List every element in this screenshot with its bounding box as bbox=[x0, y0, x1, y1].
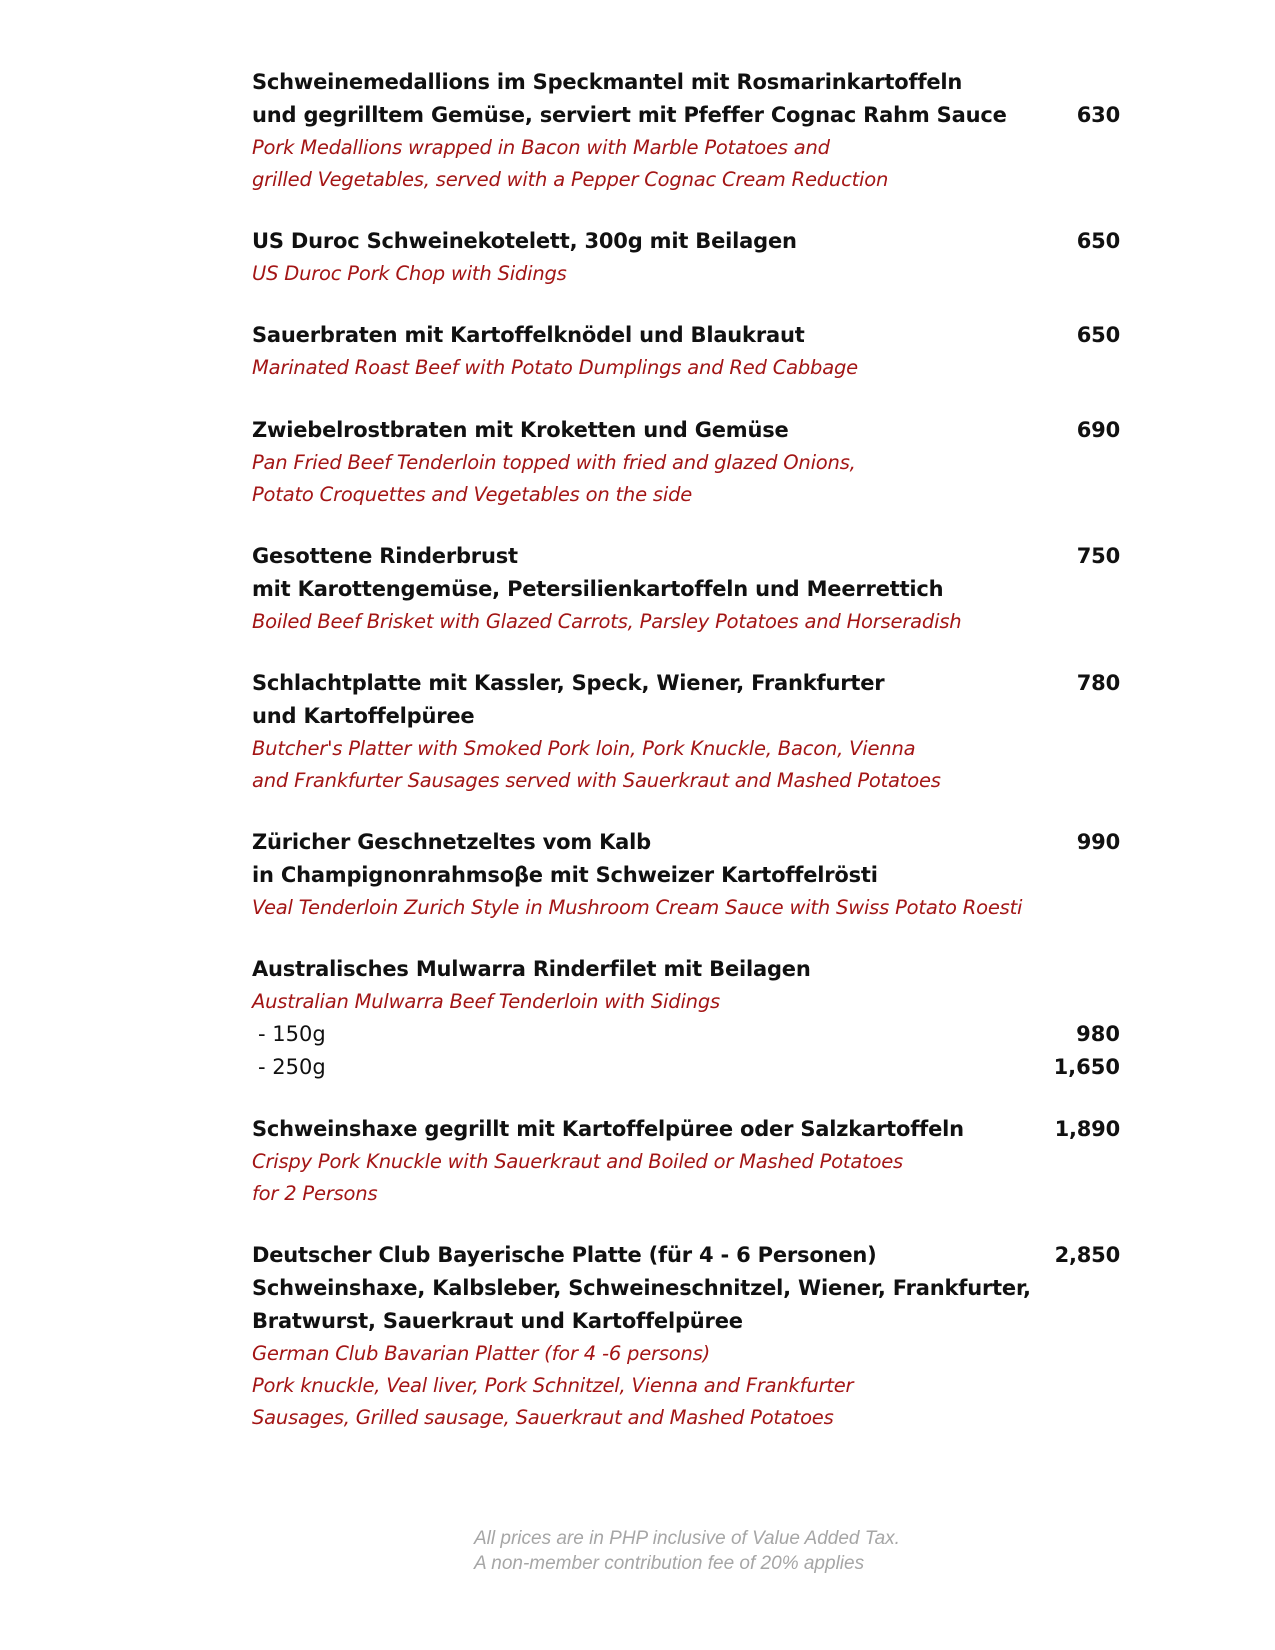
menu-list bbox=[252, 66, 1120, 1434]
price-note-line-2: A non-member contribution fee of 20% applies bbox=[474, 1553, 865, 1574]
dish-name-en: Crispy Pork Knuckle with Sauerkraut and Boiled or Mashed Potatoes bbox=[252, 1150, 904, 1173]
size-option bbox=[252, 1051, 1120, 1084]
dish-name-en: for 2 Persons bbox=[252, 1182, 378, 1205]
dish-price: 750 bbox=[1076, 544, 1120, 568]
menu-item bbox=[252, 225, 1120, 290]
menu-item bbox=[252, 826, 1120, 924]
dish-name-en: Sausages, Grilled sausage, Sauerkraut and Mashed Potatoes bbox=[252, 1406, 834, 1429]
dish-name-en: Butcher's Platter with Smoked Pork loin, Pork Knuckle, Bacon, Vienna bbox=[252, 737, 916, 760]
menu-item bbox=[252, 667, 1120, 797]
dish-name-en: and Frankfurter Sausages served with Sauerkraut and Mashed Potatoes bbox=[252, 769, 941, 792]
dish-price: 650 bbox=[1076, 323, 1120, 347]
size-label: - 250g bbox=[258, 1055, 326, 1079]
dish-price: 650 bbox=[1076, 229, 1120, 253]
dish-name-text: in Champignonrahmsoβe mit Schweizer Kartoffelrösti bbox=[252, 863, 878, 887]
dish-price: 690 bbox=[1076, 418, 1120, 442]
menu-item bbox=[252, 414, 1120, 511]
dish-name-de bbox=[252, 859, 1120, 892]
dish-name-text: Züricher Geschnetzeltes vom Kalb bbox=[252, 830, 651, 854]
dish-name-en: US Duroc Pork Chop with Sidings bbox=[252, 262, 567, 285]
size-price: 1,650 bbox=[1053, 1055, 1120, 1079]
dish-name-text: Schweinshaxe, Kalbsleber, Schweineschnitzel, Wiener, Frankfurter, bbox=[252, 1276, 1031, 1300]
dish-name-en: Pork knuckle, Veal liver, Pork Schnitzel, Vienna and Frankfurter bbox=[252, 1374, 854, 1397]
menu-item bbox=[252, 319, 1120, 384]
dish-name-de bbox=[252, 225, 1120, 258]
dish-name-de bbox=[252, 573, 1120, 606]
price-note bbox=[474, 1526, 900, 1576]
size-price: 980 bbox=[1076, 1022, 1120, 1046]
dish-name-text: Schlachtplatte mit Kassler, Speck, Wiener, Frankfurter bbox=[252, 671, 885, 695]
dish-name-text: Zwiebelrostbraten mit Kroketten und Gemüse bbox=[252, 418, 789, 442]
menu-item bbox=[252, 66, 1120, 196]
dish-name-de bbox=[252, 700, 1120, 733]
dish-name-en: Boiled Beef Brisket with Glazed Carrots, Parsley Potatoes and Horseradish bbox=[252, 610, 962, 633]
dish-name-de bbox=[252, 414, 1120, 447]
menu-item bbox=[252, 1239, 1120, 1434]
dish-price: 780 bbox=[1076, 671, 1120, 695]
dish-name-de bbox=[252, 319, 1120, 352]
dish-name-de bbox=[252, 953, 1120, 986]
dish-name-de bbox=[252, 667, 1120, 700]
menu-item bbox=[252, 540, 1120, 638]
dish-name-text: Bratwurst, Sauerkraut und Kartoffelpüree bbox=[252, 1309, 743, 1333]
price-note-line-1: All prices are in PHP inclusive of Value Added Tax. bbox=[474, 1528, 900, 1549]
dish-name-de bbox=[252, 1113, 1120, 1146]
dish-name-de bbox=[252, 66, 1120, 99]
menu-item bbox=[252, 953, 1120, 1084]
menu-page bbox=[252, 66, 1120, 1434]
dish-name-text: Gesottene Rinderbrust bbox=[252, 544, 518, 568]
dish-name-de bbox=[252, 99, 1120, 132]
dish-price: 630 bbox=[1076, 103, 1120, 127]
dish-name-text: US Duroc Schweinekotelett, 300g mit Beilagen bbox=[252, 229, 797, 253]
dish-name-de bbox=[252, 1239, 1120, 1272]
dish-name-de bbox=[252, 540, 1120, 573]
dish-name-de bbox=[252, 1272, 1120, 1305]
dish-name-text: Schweinshaxe gegrillt mit Kartoffelpüree oder Salzkartoffeln bbox=[252, 1117, 964, 1141]
dish-name-en: Veal Tenderloin Zurich Style in Mushroom Cream Sauce with Swiss Potato Roesti bbox=[252, 896, 1023, 919]
dish-name-text: Schweinemedallions im Speckmantel mit Rosmarinkartoffeln bbox=[252, 70, 963, 94]
dish-name-text: und Kartoffelpüree bbox=[252, 704, 475, 728]
dish-name-en: Australian Mulwarra Beef Tenderloin with Sidings bbox=[252, 990, 720, 1013]
dish-name-text: Deutscher Club Bayerische Platte (für 4 - 6 Personen) bbox=[252, 1243, 877, 1267]
dish-name-text: Sauerbraten mit Kartoffelknödel und Blaukraut bbox=[252, 323, 805, 347]
dish-name-en: Marinated Roast Beef with Potato Dumplings and Red Cabbage bbox=[252, 356, 858, 379]
dish-name-en: Pork Medallions wrapped in Bacon with Marble Potatoes and bbox=[252, 136, 830, 159]
dish-name-en: German Club Bavarian Platter (for 4 -6 persons) bbox=[252, 1342, 711, 1365]
dish-name-de bbox=[252, 1305, 1120, 1338]
dish-price: 1,890 bbox=[1054, 1117, 1120, 1141]
menu-item bbox=[252, 1113, 1120, 1210]
dish-name-en: Pan Fried Beef Tenderloin topped with fried and glazed Onions, bbox=[252, 451, 856, 474]
dish-name-text: Australisches Mulwarra Rinderfilet mit Beilagen bbox=[252, 957, 811, 981]
size-option bbox=[252, 1018, 1120, 1051]
dish-name-de bbox=[252, 826, 1120, 859]
size-label: - 150g bbox=[258, 1022, 326, 1046]
dish-name-en: Potato Croquettes and Vegetables on the side bbox=[252, 483, 693, 506]
dish-price: 990 bbox=[1076, 830, 1120, 854]
dish-name-en: grilled Vegetables, served with a Pepper Cognac Cream Reduction bbox=[252, 168, 889, 191]
dish-name-text: mit Karottengemüse, Petersilienkartoffeln und Meerrettich bbox=[252, 577, 944, 601]
dish-price: 2,850 bbox=[1054, 1243, 1120, 1267]
dish-name-text: und gegrilltem Gemüse, serviert mit Pfeffer Cognac Rahm Sauce bbox=[252, 103, 1007, 127]
